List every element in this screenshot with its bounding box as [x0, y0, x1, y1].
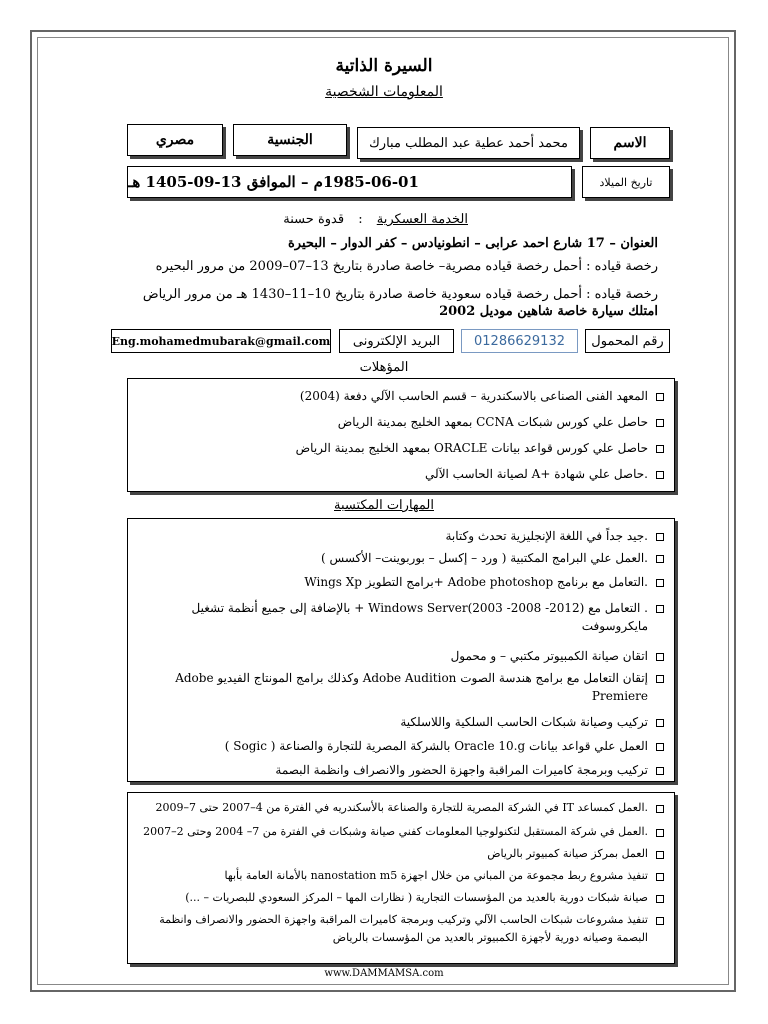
bullet-icon [656, 605, 664, 613]
list-item: حاصل علي كورس شبكات CCNA بمعهد الخليج بمدينة الرياض [138, 413, 664, 431]
skills-section [127, 518, 675, 782]
bullet-icon [656, 533, 664, 541]
list-item: .العمل في شركة المستقبل لتكنولوجيا المعلومات كفني صيانة وشبكات في الفترة من 7– 2004 وحتى 2–2007 [138, 823, 664, 841]
list-item: .التعامل مع برنامج Adobe photoshop +برامج التطويز Wings Xp [138, 573, 664, 591]
email-value: Eng.mohamedmubarak@gmail.com [111, 329, 331, 353]
list-item: حاصل علي كورس قواعد بيانات ORACLE بمعهد الخليج بمدينة الرياض [138, 439, 664, 457]
bullet-icon [656, 653, 664, 661]
list-item: .حاصل علي شهادة +A لصيانة الحاسب الآلي [138, 465, 664, 483]
bullet-icon [656, 719, 664, 727]
bullet-icon [656, 895, 664, 903]
list-item: العمل بمركز صيانة كمبيوتر بالرياض [138, 845, 664, 863]
list-item: تركيب وصيانة شبكات الحاسب السلكية واللاسلكية [138, 713, 664, 731]
military-row [283, 212, 468, 227]
bullet-icon [656, 743, 664, 751]
cv-title: السيرة الذاتية [335, 56, 433, 76]
mobile-value: 01286629132 [461, 329, 578, 353]
bullet-icon [656, 829, 664, 837]
bullet-icon [656, 917, 664, 925]
bullet-icon [656, 851, 664, 859]
nationality-label: الجنسية [233, 124, 347, 156]
bullet-icon [656, 579, 664, 587]
email-label: البريد الإلكترونى [339, 329, 454, 353]
list-item: .جيد جداً في اللغة الإنجليزية تحدث وكتابة [138, 527, 664, 545]
skills-heading: المهارات المكتسبة [334, 498, 434, 513]
list-item: العمل علي قواعد بيانات Oracle 10.g بالشركة المصرية للتجارة والصناعة ( Sogic ) [138, 737, 664, 755]
military-label: الخدمة العسكرية [376, 212, 468, 227]
list-item: اتقان صيانة الكمبيوتر مكتبي – و محمول [138, 647, 664, 665]
military-separator: : [358, 212, 363, 227]
qualifications-heading: المؤهلات [359, 360, 409, 375]
license-egypt-line: رخصة قياده : أحمل رخصة قياده مصرية– خاصة صادرة بتاريخ 13–07–2009 من مرور البحيره [155, 259, 658, 274]
dob-label: تاريخ الميلاد [582, 166, 670, 198]
personal-info-heading: المعلومات الشخصية [325, 84, 443, 100]
list-item: تنفيذ مشروعات شبكات الحاسب الآلي وتركيب وبرمجة كاميرات المراقبة واجهزة الحضور والانصراف وانظمة البصمة وصيانه دورية لأجهزة الكمبيوتر بالعديد من المؤسسات بالرياض [138, 911, 664, 947]
bullet-icon [656, 419, 664, 427]
bullet-icon [656, 393, 664, 401]
bullet-icon [656, 873, 664, 881]
list-item: تركيب وبرمجة كاميرات المراقبة واجهزة الحضور والانصراف وانظمة البصمة [138, 761, 664, 779]
bullet-icon [656, 555, 664, 563]
list-item: صيانة شبكات دورية بالعديد من المؤسسات التجارية ( نظارات المها – المركز السعودي للبصريات – ...) [138, 889, 664, 907]
mobile-label: رقم المحمول [585, 329, 670, 353]
nationality-value: مصري [127, 124, 223, 156]
list-item: .العمل كمساعد IT في الشركة المصرية للتجارة والصناعة بالأسكندريه في الفترة من 4–2007 حتى 7–2009 [138, 799, 664, 817]
list-item: .العمل علي البرامج المكتبية ( ورد – إكسل – بوربوينت– الأكسس ) [138, 549, 664, 567]
bullet-icon [656, 471, 664, 479]
name-value: محمد أحمد عطية عبد المطلب مبارك [357, 127, 580, 159]
experience-section [127, 792, 675, 964]
list-item: . التعامل مع (2012- 2008- 2003)Windows Server + بالإضافة إلى جميع أنظمة تشغيل مايكروسوفت [138, 599, 664, 635]
name-label: الاسم [590, 127, 670, 159]
bullet-icon [656, 805, 664, 813]
dob-value: 1985-06-01م – الموافق 13-09-1405 هـ [127, 166, 572, 198]
military-value: قدوة حسنة [283, 212, 345, 227]
bullet-icon [656, 675, 664, 683]
bullet-icon [656, 445, 664, 453]
footer-site: www.DAMMAMSA.com [324, 968, 444, 979]
qualifications-section [127, 378, 675, 492]
bullet-icon [656, 767, 664, 775]
list-item: المعهد الفنى الصناعى بالاسكندرية – قسم الحاسب الآلي دفعة (2004) [138, 387, 664, 405]
address-line: العنوان – 17 شارع احمد عرابى – انطونيادس – كفر الدوار – البحيرة [288, 236, 658, 251]
license-saudi-line: رخصة قياده : أحمل رخصة قياده سعودية خاصة صادرة بتاريخ 10–11–1430 هـ من مرور الرياض [142, 287, 658, 302]
car-line: امتلك سيارة خاصة شاهين موديل 2002 [439, 304, 658, 319]
list-item: تنفيذ مشروع ربط مجموعة من المباني من خلال اجهزة nanostation m5 بالأمانة العامة بأبها [138, 867, 664, 885]
list-item: إتقان التعامل مع برامج هندسة الصوت Adobe Audition وكذلك برامج المونتاج الفيديو Adobe Premiere [138, 669, 664, 705]
